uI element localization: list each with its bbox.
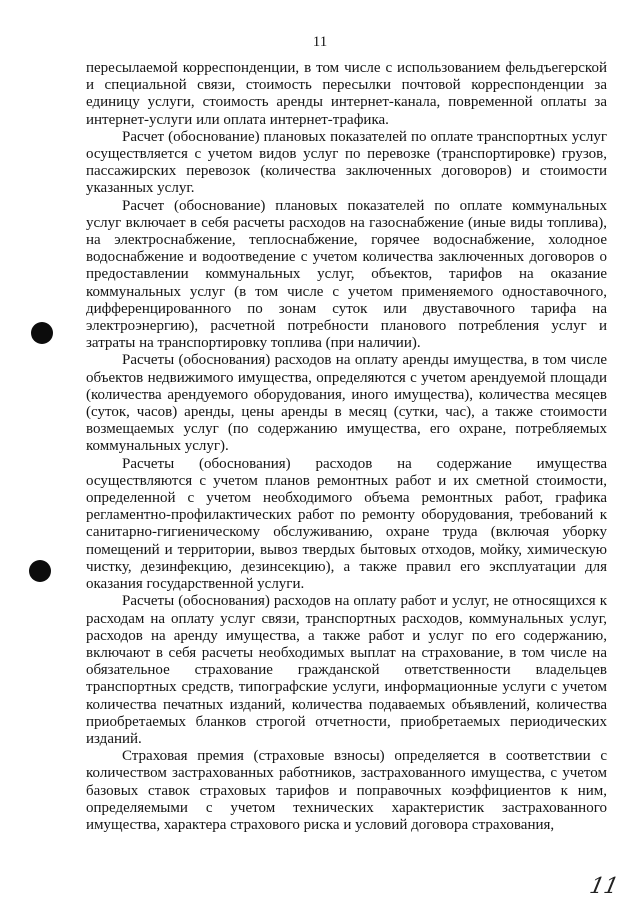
paragraph: Страховая премия (страховые взносы) определяется в соответствии с количеством застрахованных работников, застрахованного имущества, с учетом базовых ставок страховых тарифов и поправочных коэффициентов к ним, определяемыми с учетом технических характеристик застрахованного имущества, характера страхового риска и условий договора страхования, [86,748,607,833]
paragraph: Расчеты (обоснования) расходов на содержание имущества осуществляются с учетом планов ремонтных работ и их сметной стоимости, определенной с учетом необходимого объема ремонтных работ, графика регламентно-профилактических работ по ремонту оборудования, требований к санитарно-гигиеническому обслуживанию, охране труда (включая уборку помещений и территории, вывоз твердых бытовых отходов, мойку, химическую чистку, дезинфекцию, дезинсекцию), а также правил его эксплуатации для оказания государственной услуги. [86,455,607,593]
paragraph: пересылаемой корреспонденции, в том числе с использованием фельдъегерской и специальной связи, стоимость пересылки почтовой корреспонденции за единицу услуги, стоимость аренды интернет-канала, повременной оплаты за интернет-услуги или оплата интернет-трафика. [86,60,607,128]
paragraph: Расчеты (обоснования) расходов на оплату аренды имущества, в том числе объектов недвижимого имущества, определяются с учетом арендуемой площади (количества арендуемого оборудования, иного имущества), количества месяцев (суток, часов) аренды, цены аренды в месяц (сутки, час), а также стоимости возмещаемых услуг (по содержанию имущества, его охране, потребляемых коммунальных услуг). [86,352,607,455]
punch-hole-icon [29,560,51,582]
paragraph: Расчет (обоснование) плановых показателей по оплате коммунальных услуг включает в себя расчеты расходов на газоснабжение (иные виды топлива), на электроснабжение, теплоснабжение, горячее водоснабжение, холодное водоснабжение и водоотведение с учетом количества заключенных договоров о предоставлении коммунальных услуг, объектов, тарифов на оказание коммунальных услуг (в том числе с учетом применяемого одноставочного, дифференцированного по зонам суток или двуставочного тарифа на электроэнергию), расчетной потребности планового потребления услуг и затраты на транспортировку топлива (при наличии). [86,197,607,352]
punch-hole-icon [31,322,53,344]
handwritten-page-mark: 11 [587,874,621,899]
paragraph: Расчет (обоснование) плановых показателей по оплате транспортных услуг осуществляется с учетом видов услуг по перевозке (транспортировке) грузов, пассажирских перевозок (количества заключенных договоров) и стоимости указанных услуг. [86,128,607,197]
paragraph: Расчеты (обоснования) расходов на оплату работ и услуг, не относящихся к расходам на оплату услуг связи, транспортных расходов, коммунальных услуг, расходов на аренду имущества, а также работ и услуг по его содержанию, включают в себя расчеты необходимых выплат на страхование, в том числе на обязательное страхование гражданской ответственности владельцев транспортных средств, типографские услуги, информационные услуги с учетом количества печатных изданий, количества подаваемых объявлений, количества приобретаемых бланков строгой отчетности, приобретаемых периодических изданий. [86,593,607,747]
document-body [86,60,607,834]
page-number: 11 [312,34,328,50]
